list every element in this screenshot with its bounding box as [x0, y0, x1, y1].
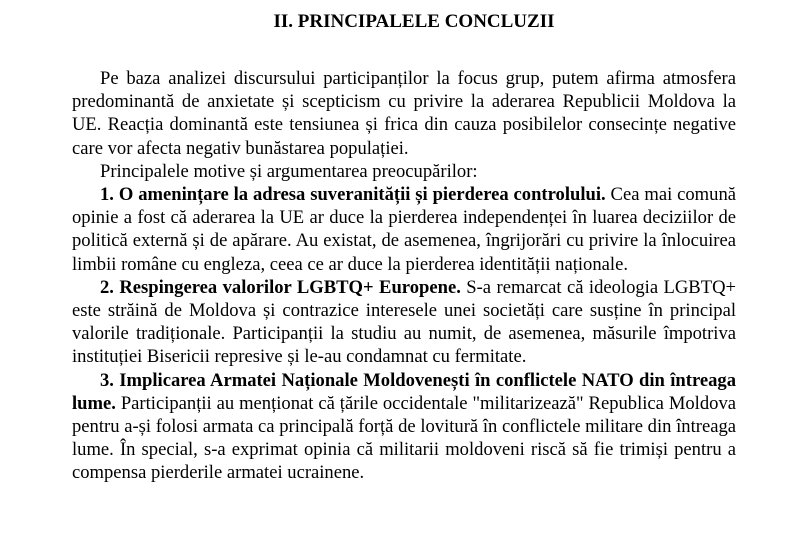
motives-intro-paragraph: Principalele motive și argumentarea preocupărilor:	[100, 160, 478, 182]
point-2-paragraph	[72, 276, 736, 369]
point-3-text: Participanții au menționat că țările occidentale "militarizează" Republica Moldova pentru a-și folosi armata ca principală forță de lovitură în conflictele militare din întreaga lume. În special, s-a exprimat opinia că militarii moldoveni riscă să fie trimiși pentru a compensa pierderile armatei ucrainene.	[72, 392, 736, 484]
point-3-heading: 3. Implicarea Armatei Naționale Moldovenești în conflictele NATO din întreaga lume.	[72, 369, 736, 414]
point-1-heading: 1. O amenințare la adresa suveranității și pierderea controlului.	[100, 184, 606, 206]
point-1-paragraph	[72, 183, 736, 276]
point-2-heading: 2. Respingerea valorilor LGBTQ+ Europene.	[100, 276, 461, 298]
point-2-text: S-a remarcat că ideologia LGBTQ+ este străină de Moldova și contrazice interesele unei societăți care susține în principal valorile tradiționale. Participanții la studiu au numit, de asemenea, măsurile împotriva instituției Bisericii represive și le-au condamnat cu fermitate.	[72, 276, 736, 368]
intro-paragraph: Pe baza analizei discursului participanților la focus grup, putem afirma atmosfera predominantă de anxietate și scepticism cu privire la aderarea Republicii Moldova la UE. Reacția dominantă este tensiunea și frica din cauza posibilelor consecințe negative care vor afecta negativ bunăstarea populației.	[72, 68, 736, 159]
point-1-text: Cea mai comună opinie a fost că aderarea la UE ar duce la pierderea independenței în luarea deciziilor de politică externă și de apărare. Au existat, de asemenea, îngrijorări cu privire la înlocuirea limbii române cu engleza, ceea ce ar duce la pierderea identității naționale.	[72, 184, 736, 275]
document-page	[72, 10, 736, 485]
point-3-paragraph	[72, 369, 736, 485]
section-title: II. PRINCIPALELE CONCLUZII	[273, 11, 555, 32]
